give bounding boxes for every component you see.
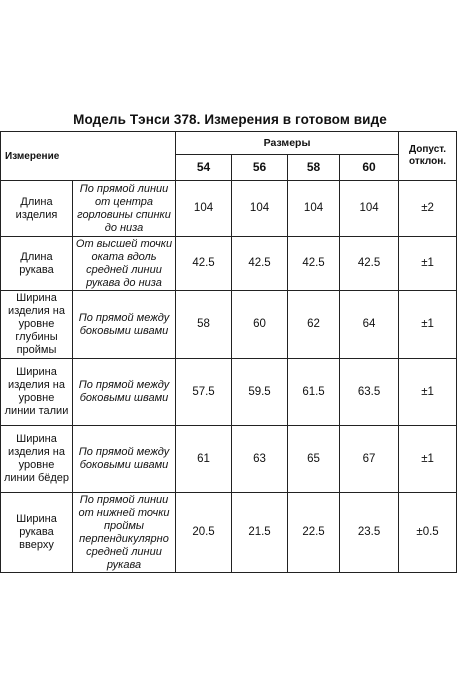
size-value: 23.5: [340, 493, 399, 573]
measurement-name: Ширина рукава вверху: [1, 493, 73, 573]
tolerance-value: ±1: [399, 291, 457, 359]
header-measurement: Измерение: [1, 132, 176, 181]
measurement-name: Длина изделия: [1, 181, 73, 237]
size-value: 58: [176, 291, 232, 359]
size-value: 57.5: [176, 359, 232, 426]
measurement-name: Длина рукава: [1, 237, 73, 291]
size-value: 42.5: [232, 237, 288, 291]
size-value: 65: [288, 426, 340, 493]
size-value: 59.5: [232, 359, 288, 426]
size-value: 104: [340, 181, 399, 237]
measurement-description: По прямой между боковыми швами: [73, 426, 176, 493]
size-value: 42.5: [288, 237, 340, 291]
size-label: 58: [288, 155, 340, 181]
table-row: [1, 237, 457, 291]
measurement-name: Ширина изделия на уровне линии талии: [1, 359, 73, 426]
measurement-name: Ширина изделия на уровне линии бёдер: [1, 426, 73, 493]
tolerance-value: ±1: [399, 426, 457, 493]
size-value: 104: [232, 181, 288, 237]
size-value: 104: [288, 181, 340, 237]
size-value: 61.5: [288, 359, 340, 426]
measurement-description: По прямой между боковыми швами: [73, 291, 176, 359]
page-title: Модель Тэнси 378. Измерения в готовом виде: [73, 112, 387, 127]
table-row: [1, 291, 457, 359]
table-row: [1, 426, 457, 493]
size-value: 61: [176, 426, 232, 493]
size-value: 21.5: [232, 493, 288, 573]
table-row: [1, 359, 457, 426]
size-value: 62: [288, 291, 340, 359]
size-label: 54: [176, 155, 232, 181]
tolerance-value: ±0.5: [399, 493, 457, 573]
size-value: 22.5: [288, 493, 340, 573]
size-value: 67: [340, 426, 399, 493]
measurement-description: По прямой линии от нижней точки проймы перпендикулярно средней линии рукава: [73, 493, 176, 573]
tolerance-value: ±2: [399, 181, 457, 237]
size-value: 60: [232, 291, 288, 359]
measurements-table: [0, 131, 457, 573]
tolerance-value: ±1: [399, 359, 457, 426]
measurement-description: От высшей точки оката вдоль средней линии рукава до низа: [73, 237, 176, 291]
table-row: [1, 181, 457, 237]
measurement-description: По прямой между боковыми швами: [73, 359, 176, 426]
table-row: [1, 493, 457, 573]
size-value: 42.5: [176, 237, 232, 291]
tolerance-value: ±1: [399, 237, 457, 291]
size-value: 63.5: [340, 359, 399, 426]
size-label: 60: [340, 155, 399, 181]
size-label: 56: [232, 155, 288, 181]
header-tolerance: Допуст. отклон.: [399, 132, 457, 181]
size-value: 63: [232, 426, 288, 493]
size-value: 104: [176, 181, 232, 237]
header-sizes: Размеры: [176, 132, 399, 155]
size-value: 42.5: [340, 237, 399, 291]
size-value: 20.5: [176, 493, 232, 573]
size-value: 64: [340, 291, 399, 359]
measurement-name: Ширина изделия на уровне глубины проймы: [1, 291, 73, 359]
measurement-description: По прямой линии от центра горловины спинки до низа: [73, 181, 176, 237]
